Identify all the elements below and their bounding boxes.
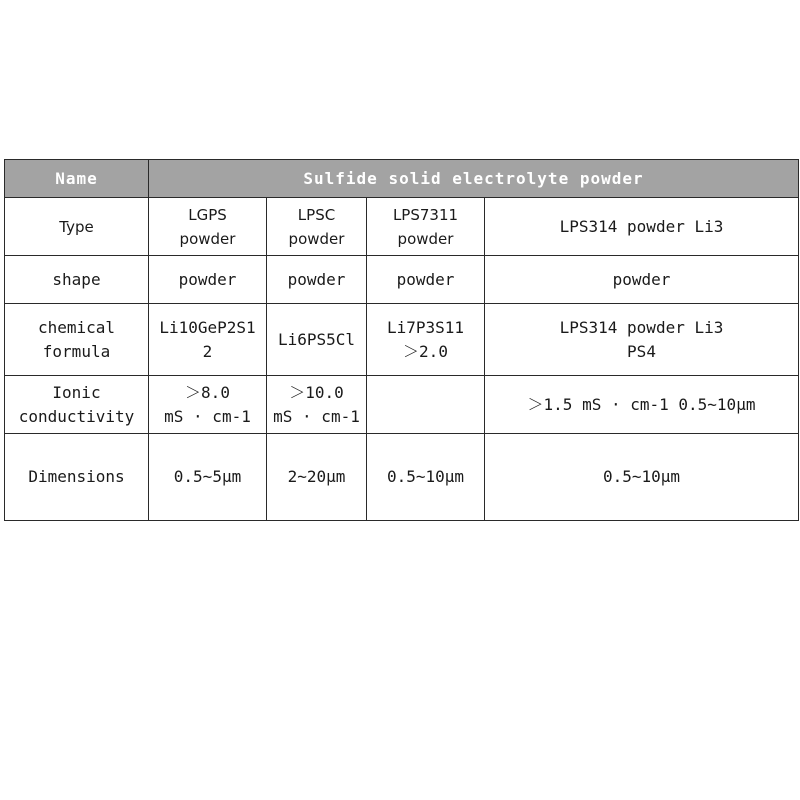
dimensions-label: Dimensions (5, 434, 149, 521)
type-cell-lgps (149, 198, 267, 256)
conductivity-cell-lpsc-line1: ＞10.0 (289, 382, 344, 402)
dimensions-cell-lgps: 0.5~5μm (149, 434, 267, 521)
conductivity-cell-lgps (149, 376, 267, 434)
formula-row (5, 304, 799, 376)
type-cell-lpsc-line2: powder (288, 229, 345, 248)
type-cell-lpsc-line1: LPSC (297, 205, 336, 224)
dimensions-cell-lps7311: 0.5~10μm (367, 434, 485, 521)
shape-cell-lpsc: powder (267, 256, 367, 304)
shape-cell-lgps: powder (149, 256, 267, 304)
formula-cell-lps314-line2: PS4 (627, 341, 656, 361)
conductivity-cell-lps7311 (367, 376, 485, 434)
shape-row (5, 256, 799, 304)
type-cell-lgps-line1: LGPS (188, 205, 227, 224)
type-row (5, 198, 799, 256)
type-cell-lgps-line2: powder (179, 229, 236, 248)
formula-cell-lgps-line1: Li10GeP2S1 (159, 317, 256, 337)
type-label: Type (5, 198, 149, 256)
conductivity-label-line1: Ionic (52, 382, 101, 402)
conductivity-label (5, 376, 149, 434)
conductivity-cell-lpsc-line2: mS · cm-1 (273, 406, 360, 426)
formula-cell-lps7311-line2: ＞2.0 (403, 341, 448, 361)
formula-cell-lps314 (485, 304, 799, 376)
type-cell-lps7311 (367, 198, 485, 256)
conductivity-cell-lgps-line1: ＞8.0 (185, 382, 230, 402)
header-group-cell: Sulfide solid electrolyte powder (149, 160, 799, 198)
conductivity-cell-lgps-line2: mS · cm-1 (164, 406, 251, 426)
formula-cell-lps314-line1: LPS314 powder Li3 (559, 317, 724, 337)
formula-cell-lps7311-line1: Li7P3S11 (386, 317, 465, 337)
formula-cell-lps7311 (367, 304, 485, 376)
header-name-cell: Name (5, 160, 149, 198)
formula-cell-lpsc: Li6PS5Cl (267, 304, 367, 376)
shape-label: shape (5, 256, 149, 304)
shape-cell-lps7311: powder (367, 256, 485, 304)
formula-label (5, 304, 149, 376)
conductivity-cell-lpsc (267, 376, 367, 434)
shape-cell-lps314: powder (485, 256, 799, 304)
formula-cell-lgps (149, 304, 267, 376)
conductivity-row (5, 376, 799, 434)
formula-label-line1: chemical (37, 317, 116, 337)
formula-cell-lgps-line2: 2 (202, 341, 213, 361)
dimensions-cell-lps314: 0.5~10μm (485, 434, 799, 521)
dimensions-row (5, 434, 799, 521)
spec-table (4, 159, 799, 521)
formula-label-line2: formula (42, 341, 111, 361)
conductivity-label-line2: conductivity (18, 406, 135, 426)
type-cell-lps7311-line1: LPS7311 (392, 205, 459, 224)
conductivity-cell-lps314: ＞1.5 mS · cm-1 0.5~10μm (485, 376, 799, 434)
type-cell-lpsc (267, 198, 367, 256)
type-cell-lps314: LPS314 powder Li3 (485, 198, 799, 256)
header-row (5, 160, 799, 198)
dimensions-cell-lpsc: 2~20μm (267, 434, 367, 521)
type-cell-lps7311-line2: powder (397, 229, 454, 248)
